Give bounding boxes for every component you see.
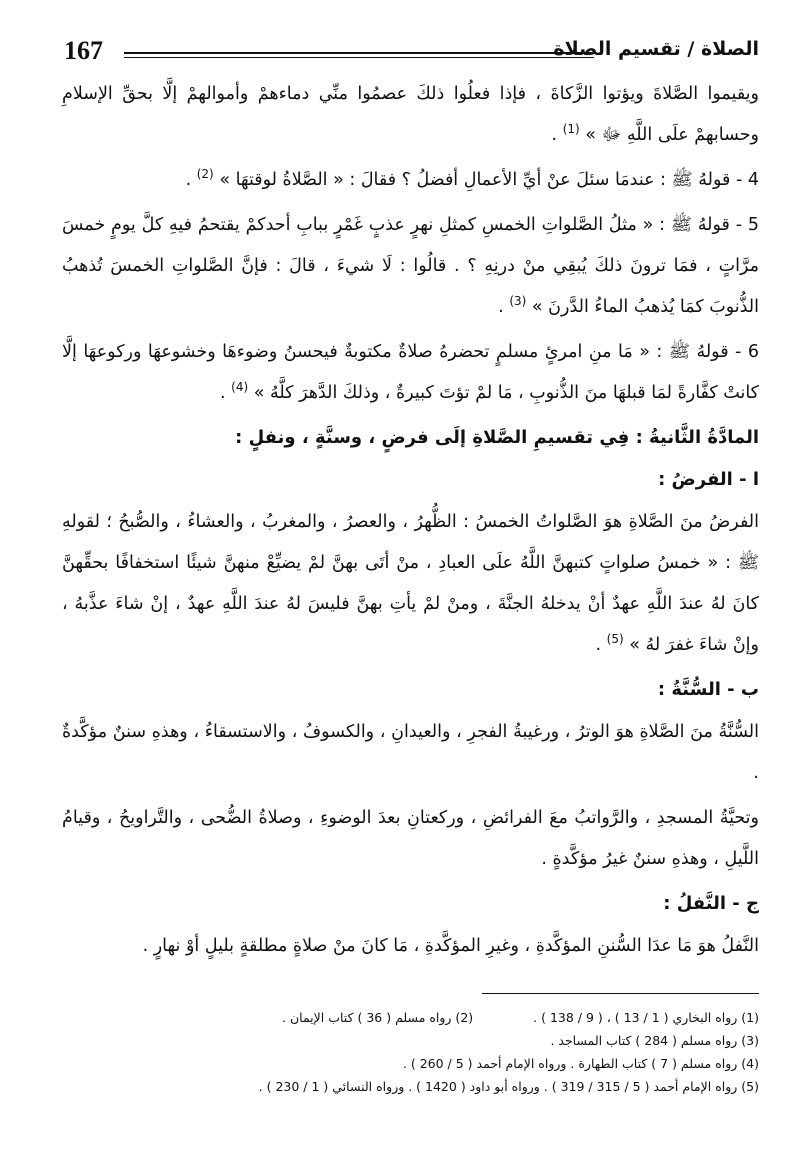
footnote-ref-4: (4): [231, 380, 249, 395]
subheading-sunnah: ب - السُّنَّةُ :: [657, 679, 759, 700]
footnote-separator: [482, 993, 759, 994]
footnotes: [62, 1006, 759, 1098]
paragraph-hadith-5: 5 - قولهُ ﷺ : « مثلُ الصَّلواتِ الخمسِ كمثلِ نهرٍ عذبٍ غَمْرٍ ببابِ أحدكمْ يقتحمُ فيهِ كلَّ يومٍ خمسَ مرَّاتٍ ، فمَا ترونَ ذلكَ يُبقِي منْ درنِهِ ؟ . قالُوا : لَا شيءَ ، قالَ : فإنَّ الصَّلواتِ الخمسَ تُذهبُ الذُّنوبَ كمَا يُذهبُ الماءُ الدَّرنَ » $^{(3)}$ .: [62, 215, 759, 317]
footnote-2: (2) رواه مسلم ( 36 ) كتاب الإيمان .: [282, 1010, 474, 1025]
footnote-1: (1) رواه البخاري ( 1 / 13 ) ، ( 9 / 138 ) .: [533, 1010, 759, 1025]
paragraph-hadith-4: 4 - قولهُ ﷺ : عندمَا سئلَ عنْ أيِّ الأعمالِ أفضلُ ؟ فقالَ : « الصَّلاةُ لوقتهَا » $^{(2)}$ .: [185, 167, 759, 190]
paragraph-fard: الفرضُ منَ الصَّلاةِ هوَ الصَّلواتُ الخمسُ : الظُّهرُ ، والعصرُ ، والمغربُ ، والعشاءُ ، والصُّبحُ ؛ لقولهِ ﷺ : « خمسُ صلواتٍ كتبهنَّ اللَّهُ علَى العبادِ ، منْ أتَى بهنَّ لمْ يضيِّعْ منهنَّ شيئًا استخفافًا بحقِّهنَّ كانَ لهُ عندَ اللَّهِ عهدٌ أنْ يدخلهُ الجنَّةَ ، ومنْ لمْ يأتِ بهنَّ فليسَ لهُ عندَ اللَّهِ عهدٌ ، إنْ شاءَ عذَّبهُ ، وإنْ شاءَ غفرَ لهُ » $^{(5)}$ .: [62, 512, 759, 655]
running-title: الصلاة / تقسيم الصلاة: [553, 38, 759, 60]
footnote-3: (3) رواه مسلم ( 284 ) كتاب المساجد .: [550, 1033, 759, 1048]
page-body: [62, 74, 759, 967]
page-header: [62, 36, 759, 72]
paragraph-nafl: النَّفلُ هوَ مَا عدَا السُّننِ المؤكَّدةِ ، وغيرِ المؤكَّدةِ ، مَا كانَ منْ صلاةٍ مطلقةٍ بليلٍ أوْ نهارٍ .: [142, 936, 759, 956]
paragraph-hadith-continuation: ويقيموا الصَّلاةَ ويؤتوا الزَّكاةَ ، فإذا فعلُوا ذلكَ عصمُوا منِّي دماءهمْ وأموالهمْ إلَّا بحقِّ الإسلامِ وحسابهمْ علَى اللَّهِ ﷻ » $^{(1)}$ .: [62, 84, 759, 145]
page-number: 167: [64, 36, 103, 65]
header-rule-thin: [124, 57, 594, 58]
header-rule: [124, 52, 594, 54]
book-page: [62, 36, 759, 1126]
footnote-ref-5: (5): [606, 632, 624, 647]
subheading-nafl: ج - النَّفلُ :: [663, 893, 759, 914]
footnote-row: [62, 1006, 759, 1029]
paragraph-sunnah-ghair-muakkadah: وتحيَّةُ المسجدِ ، والرَّواتبُ معَ الفرائضِ ، وركعتانِ بعدَ الوضوءِ ، وصلاةُ الضُّحى ، والتَّراويحُ ، وقيامُ اللَّيلِ ، وهذهِ سننٌ غيرُ مؤكَّدةٍ .: [62, 808, 759, 869]
subheading-fard: ا - الفرضُ :: [658, 469, 759, 490]
footnote-ref-2: (2): [196, 167, 214, 182]
footnote-ref-3: (3): [509, 294, 527, 309]
paragraph-sunnah-muakkadah: السُّنَّةُ منَ الصَّلاةِ هوَ الوترُ ، ورغيبةُ الفجرِ ، والعيدانِ ، والكسوفُ ، والاستسقاءُ ، وهذهِ سننٌ مؤكَّدةٌ .: [62, 722, 759, 783]
section-heading: المادَّةُ الثَّانيةُ : فِي تقسيمِ الصَّلاةِ إلَى فرضٍ ، وسنَّةٍ ، ونفلٍ :: [235, 427, 759, 448]
footnote-4: (4) رواه مسلم ( 7 ) كتاب الطهارة . ورواه الإمام أحمد ( 5 / 260 ) .: [402, 1056, 759, 1071]
footnote-ref-1: (1): [562, 122, 580, 137]
paragraph-hadith-6: 6 - قولهُ ﷺ : « مَا منِ امرئٍ مسلمٍ تحضرهُ صلاةٌ مكتوبةٌ فيحسنُ وضوءهَا وخشوعهَا وركوعهَا إلَّا كانتْ كفَّارةً لمَا قبلهَا منَ الذُّنوبِ ، مَا لمْ تؤتَ كبيرةٌ ، وذلكَ الدَّهرَ كلَّهُ » $^{(4)}$ .: [62, 342, 759, 403]
footnote-5: (5) رواه الإمام أحمد ( 5 / 315 / 319 ) . ورواه أبو داود ( 1420 ) . ورواه النسائي ( 1 / 230 ) .: [258, 1079, 759, 1094]
